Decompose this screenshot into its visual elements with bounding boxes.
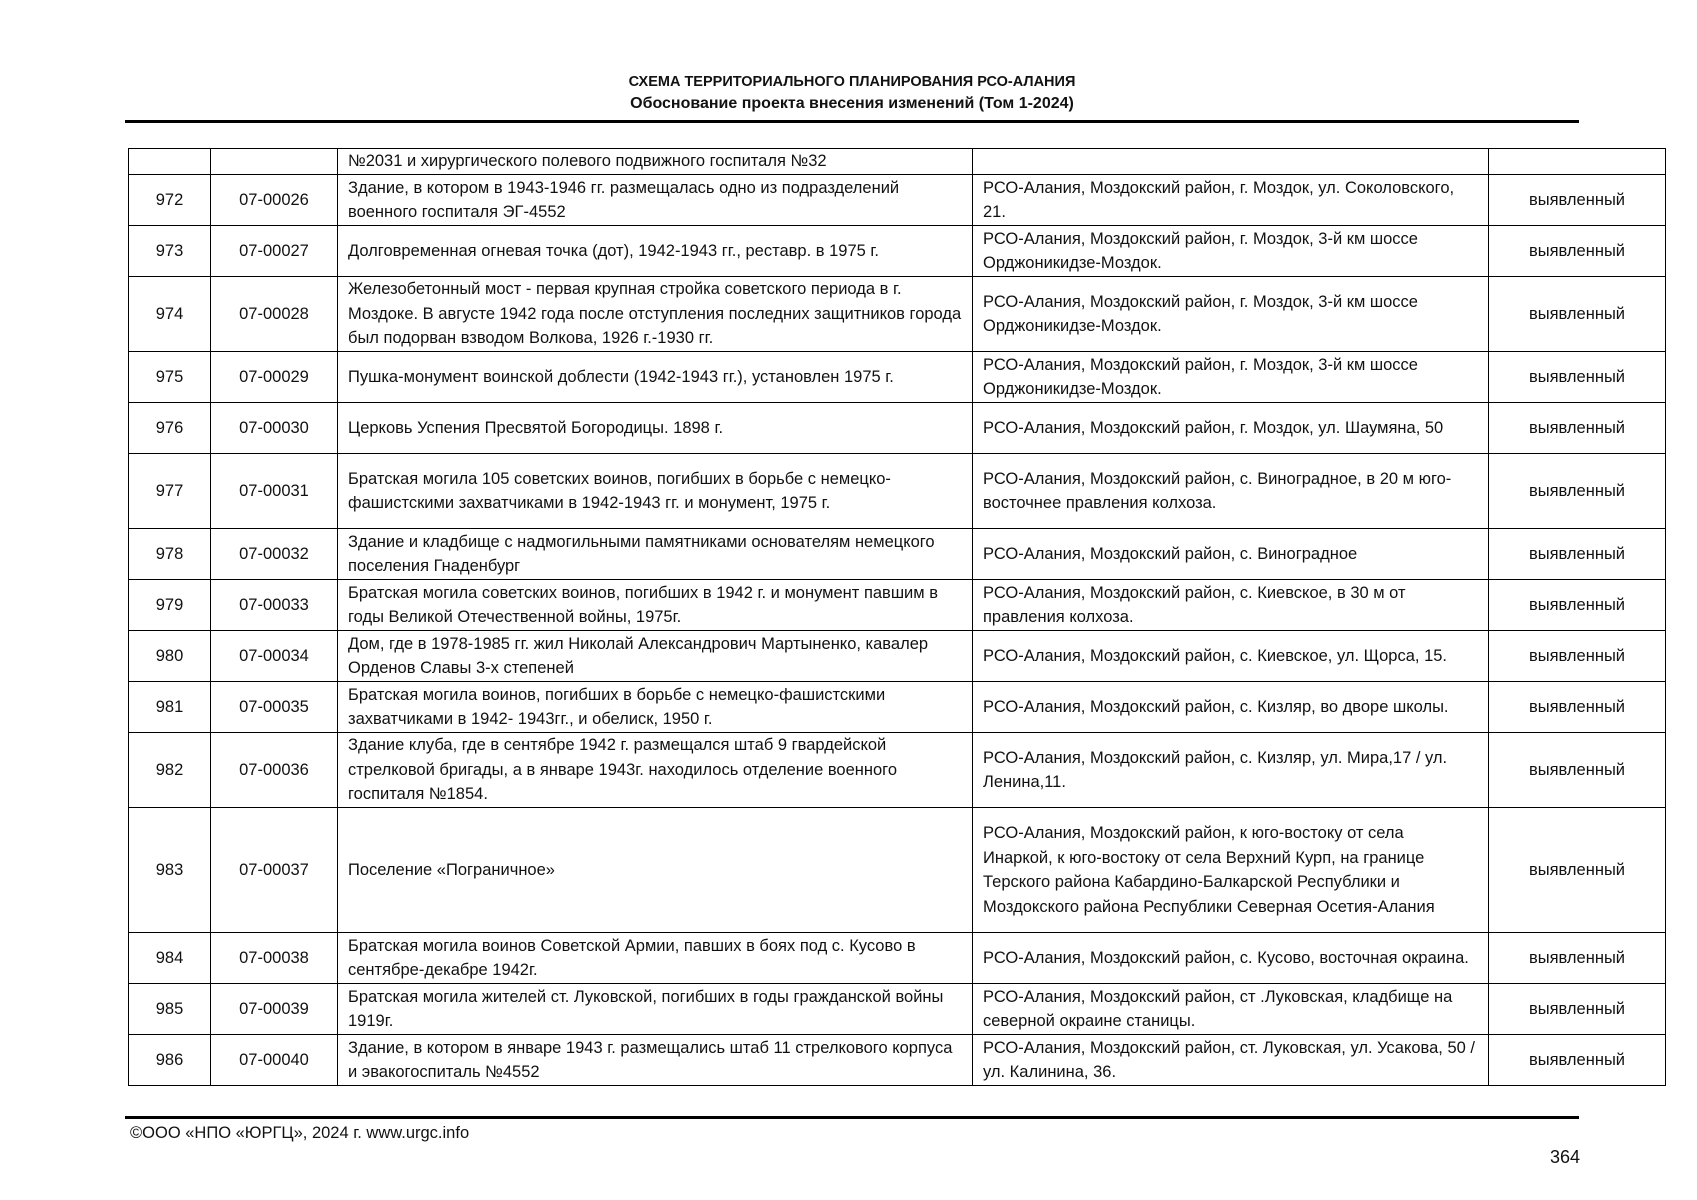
- table-row: [129, 529, 1666, 580]
- cell-number: 981: [129, 682, 211, 733]
- cell-object-name: Братская могила жителей ст. Луковской, погибших в годы гражданской войны 1919г.: [338, 984, 973, 1035]
- cell-registry-id: 07-00026: [211, 175, 338, 226]
- table-row: [129, 631, 1666, 682]
- cell-number: 982: [129, 733, 211, 808]
- cell-object-name: Здание, в котором в январе 1943 г. размещались штаб 11 стрелкового корпуса и эвакогоспиталь №4552: [338, 1035, 973, 1086]
- cell-registry-id: 07-00030: [211, 403, 338, 454]
- table-row: [129, 984, 1666, 1035]
- table-row: [129, 175, 1666, 226]
- document-title: СХЕМА ТЕРРИТОРИАЛЬНОГО ПЛАНИРОВАНИЯ РСО-АЛАНИЯ: [628, 74, 1076, 90]
- table-row: [129, 933, 1666, 984]
- cell-number: 976: [129, 403, 211, 454]
- cell-address: РСО-Алания, Моздокский район, г. Моздок, ул. Соколовского, 21.: [973, 175, 1489, 226]
- cell-registry-id: 07-00040: [211, 1035, 338, 1086]
- table-row: [129, 352, 1666, 403]
- page-header: [125, 72, 1579, 115]
- cell-number: 972: [129, 175, 211, 226]
- cell-number: 983: [129, 808, 211, 933]
- cell-object-name: Братская могила 105 советских воинов, погибших в борьбе с немецко-фашистскими захватчиками в 1942-1943 гг. и монумент, 1975 г.: [338, 454, 973, 529]
- cell-registry-id: 07-00039: [211, 984, 338, 1035]
- cell-registry-id: 07-00029: [211, 352, 338, 403]
- table-row: [129, 682, 1666, 733]
- header-rule: [125, 120, 1579, 123]
- footer-rule: [125, 1116, 1579, 1119]
- cell-registry-id: 07-00032: [211, 529, 338, 580]
- cell-object-name: Здание и кладбище с надмогильными памятниками основателям немецкого поселения Гнаденбург: [338, 529, 973, 580]
- cell-object-name: Железобетонный мост - первая крупная стройка советского периода в г. Моздоке. В августе 1942 года после отступления последних защитников города был подорван взводом Волкова, 1926 г.-1930 гг.: [338, 277, 973, 352]
- cell-address: РСО-Алания, Моздокский район, с. Виноградное, в 20 м юго-восточнее правления колхоза.: [973, 454, 1489, 529]
- cell-category: выявленный: [1489, 529, 1666, 580]
- cell-address: РСО-Алания, Моздокский район, с. Киевское, ул. Щорса, 15.: [973, 631, 1489, 682]
- cell-registry-id: 07-00036: [211, 733, 338, 808]
- cell-address: РСО-Алания, Моздокский район, с. Виноградное: [973, 529, 1489, 580]
- cell-number: 978: [129, 529, 211, 580]
- cell-registry-id: 07-00031: [211, 454, 338, 529]
- cell-object-name: №2031 и хирургического полевого подвижного госпиталя №32: [338, 149, 973, 175]
- table-row: [129, 403, 1666, 454]
- cell-number: 975: [129, 352, 211, 403]
- cell-address: РСО-Алания, Моздокский район, ст. Луковская, ул. Усакова, 50 / ул. Калинина, 36.: [973, 1035, 1489, 1086]
- cell-category: выявленный: [1489, 682, 1666, 733]
- cell-category: выявленный: [1489, 580, 1666, 631]
- cell-category: выявленный: [1489, 631, 1666, 682]
- cell-address: [973, 149, 1489, 175]
- cell-object-name: Братская могила воинов, погибших в борьбе с немецко-фашистскими захватчиками в 1942- 1943гг., и обелиск, 1950 г.: [338, 682, 973, 733]
- cell-registry-id: 07-00035: [211, 682, 338, 733]
- cell-registry-id: 07-00037: [211, 808, 338, 933]
- cell-address: РСО-Алания, Моздокский район, г. Моздок, 3-й км шоссе Орджоникидзе-Моздок.: [973, 352, 1489, 403]
- cell-address: РСО-Алания, Моздокский район, с. Кизляр, во дворе школы.: [973, 682, 1489, 733]
- table-row: [129, 277, 1666, 352]
- cell-address: РСО-Алания, Моздокский район, с. Кизляр, ул. Мира,17 / ул. Ленина,11.: [973, 733, 1489, 808]
- cell-category: выявленный: [1489, 733, 1666, 808]
- document-subtitle: Обоснование проекта внесения изменений (Том 1-2024): [630, 95, 1074, 112]
- cell-object-name: Здание, в котором в 1943-1946 гг. размещалась одно из подразделений военного госпиталя ЭГ-4552: [338, 175, 973, 226]
- page-number: 364: [1549, 1147, 1580, 1167]
- cell-category: выявленный: [1489, 277, 1666, 352]
- cell-address: РСО-Алания, Моздокский район, г. Моздок, ул. Шаумяна, 50: [973, 403, 1489, 454]
- cell-registry-id: 07-00027: [211, 226, 338, 277]
- cell-number: 986: [129, 1035, 211, 1086]
- cell-object-name: Братская могила воинов Советской Армии, павших в боях под с. Кусово в сентябре-декабре 1942г.: [338, 933, 973, 984]
- cell-object-name: Дом, где в 1978-1985 гг. жил Николай Александрович Мартыненко, кавалер Орденов Славы 3-х степеней: [338, 631, 973, 682]
- table-row: [129, 454, 1666, 529]
- table-body: [129, 149, 1666, 1086]
- copyright-text: ©ООО «НПО «ЮРГЦ», 2024 г. www.urgc.info: [130, 1124, 470, 1142]
- cell-category: выявленный: [1489, 403, 1666, 454]
- cell-category: выявленный: [1489, 808, 1666, 933]
- table-row: [129, 733, 1666, 808]
- cell-object-name: Церковь Успения Пресвятой Богородицы. 1898 г.: [338, 403, 973, 454]
- cell-number: 973: [129, 226, 211, 277]
- cell-number: 974: [129, 277, 211, 352]
- table-row: [129, 1035, 1666, 1086]
- table-row: [129, 808, 1666, 933]
- cell-category: выявленный: [1489, 352, 1666, 403]
- cell-number: 985: [129, 984, 211, 1035]
- cell-number: 984: [129, 933, 211, 984]
- cell-address: РСО-Алания, Моздокский район, с. Киевское, в 30 м от правления колхоза.: [973, 580, 1489, 631]
- cell-category: выявленный: [1489, 984, 1666, 1035]
- cell-object-name: Братская могила советских воинов, погибших в 1942 г. и монумент павшим в годы Великой Отечественной войны, 1975г.: [338, 580, 973, 631]
- cell-registry-id: 07-00033: [211, 580, 338, 631]
- cell-number: 977: [129, 454, 211, 529]
- cell-category: выявленный: [1489, 933, 1666, 984]
- cell-number: 980: [129, 631, 211, 682]
- cell-registry-id: [211, 149, 338, 175]
- cell-number: 979: [129, 580, 211, 631]
- table-row-continuation: [129, 149, 1666, 175]
- cell-address: РСО-Алания, Моздокский район, г. Моздок, 3-й км шоссе Орджоникидзе-Моздок.: [973, 277, 1489, 352]
- cell-object-name: Поселение «Пограничное»: [338, 808, 973, 933]
- cell-category: выявленный: [1489, 1035, 1666, 1086]
- cell-object-name: Долговременная огневая точка (дот), 1942-1943 гг., реставр. в 1975 г.: [338, 226, 973, 277]
- cell-object-name: Здание клуба, где в сентябре 1942 г. размещался штаб 9 гвардейской стрелковой бригады, а в январе 1943г. находилось отделение военного госпиталя №1854.: [338, 733, 973, 808]
- heritage-register-table: [128, 148, 1666, 1086]
- cell-registry-id: 07-00034: [211, 631, 338, 682]
- cell-category: выявленный: [1489, 226, 1666, 277]
- table-row: [129, 226, 1666, 277]
- cell-number: [129, 149, 211, 175]
- cell-address: РСО-Алания, Моздокский район, с. Кусово, восточная окраина.: [973, 933, 1489, 984]
- cell-address: РСО-Алания, Моздокский район, ст .Луковская, кладбище на северной окраине станицы.: [973, 984, 1489, 1035]
- cell-address: РСО-Алания, Моздокский район, г. Моздок, 3-й км шоссе Орджоникидзе-Моздок.: [973, 226, 1489, 277]
- cell-object-name: Пушка-монумент воинской доблести (1942-1943 гг.), установлен 1975 г.: [338, 352, 973, 403]
- cell-registry-id: 07-00038: [211, 933, 338, 984]
- table-row: [129, 580, 1666, 631]
- cell-registry-id: 07-00028: [211, 277, 338, 352]
- cell-category: выявленный: [1489, 454, 1666, 529]
- cell-category: выявленный: [1489, 175, 1666, 226]
- cell-address: РСО-Алания, Моздокский район, к юго-востоку от села Инаркой, к юго-востоку от села Верхний Курп, на границе Терского района Кабардино-Балкарской Республики и Моздокского района Республики Северная Осетия-Алания: [973, 808, 1489, 933]
- cell-category: [1489, 149, 1666, 175]
